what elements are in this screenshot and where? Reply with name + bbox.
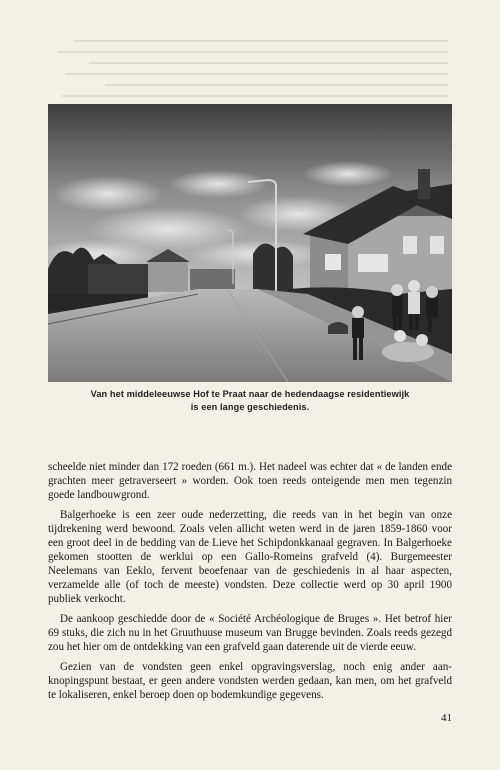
caption-line-1: Van het middeleeuwse Hof te Praat naar de hedendaagse residentiewijk (90, 389, 410, 399)
paragraph-4: Gezien van de vondsten geen enkel opgravingsverslag, noch enig ander aanknopingspunt bestaat, er geen andere vondsten werden gedaan, kan men, om het grafveld te lokaliseren, enkel beroep doen op bodemkundige gegevens. (48, 661, 452, 701)
street-scene-photo (48, 104, 452, 382)
photo-caption (48, 388, 452, 414)
caption-line-2: is een lange geschiedenis. (190, 402, 310, 412)
paragraph-1: scheelde niet minder dan 172 roeden (661 m.). Het nadeel was echter dat « de landen ende grachten meer getraverseert » worden. Ook toen reeds onteigende men men tegenzin goede landbouwgrond. (48, 461, 452, 501)
paragraph-2: Balgerhoeke is een zeer oude nederzetting, die reeds van in het begin van onze tijdrekening werd bewoond. Zoals velen allicht weten werd in de jaren 1859-1860 voor een groot deel in de bedding van de Lieve het Schipdonkkanaal gegraven. In Balgerhoeke gekomen stootten de werklui op een Gallo-Romeins grafveld (4). Burgemeester Neelemans van Eeklo, fervent beoefenaar van de geschiedenis in al haar aspecten, verzamelde alle (of toch de meeste) vondsten. Deze collectie werd op 30 april 1900 publiek verkocht. (48, 509, 452, 605)
paragraph-3: De aankoop geschiedde door de « Société Archéologique de Bruges ». Het betrof hier 69 stuks, die zich nu in het Gruuthuuse museum van Brugge bevinden. Zoals reeds gezegd zou het hier om de ontdekking van een grafveld gaan daterende uit de vierde eeuw. (48, 613, 452, 653)
page-number: 41 (441, 712, 452, 724)
body-text (48, 460, 452, 708)
show-through-text (58, 40, 448, 106)
